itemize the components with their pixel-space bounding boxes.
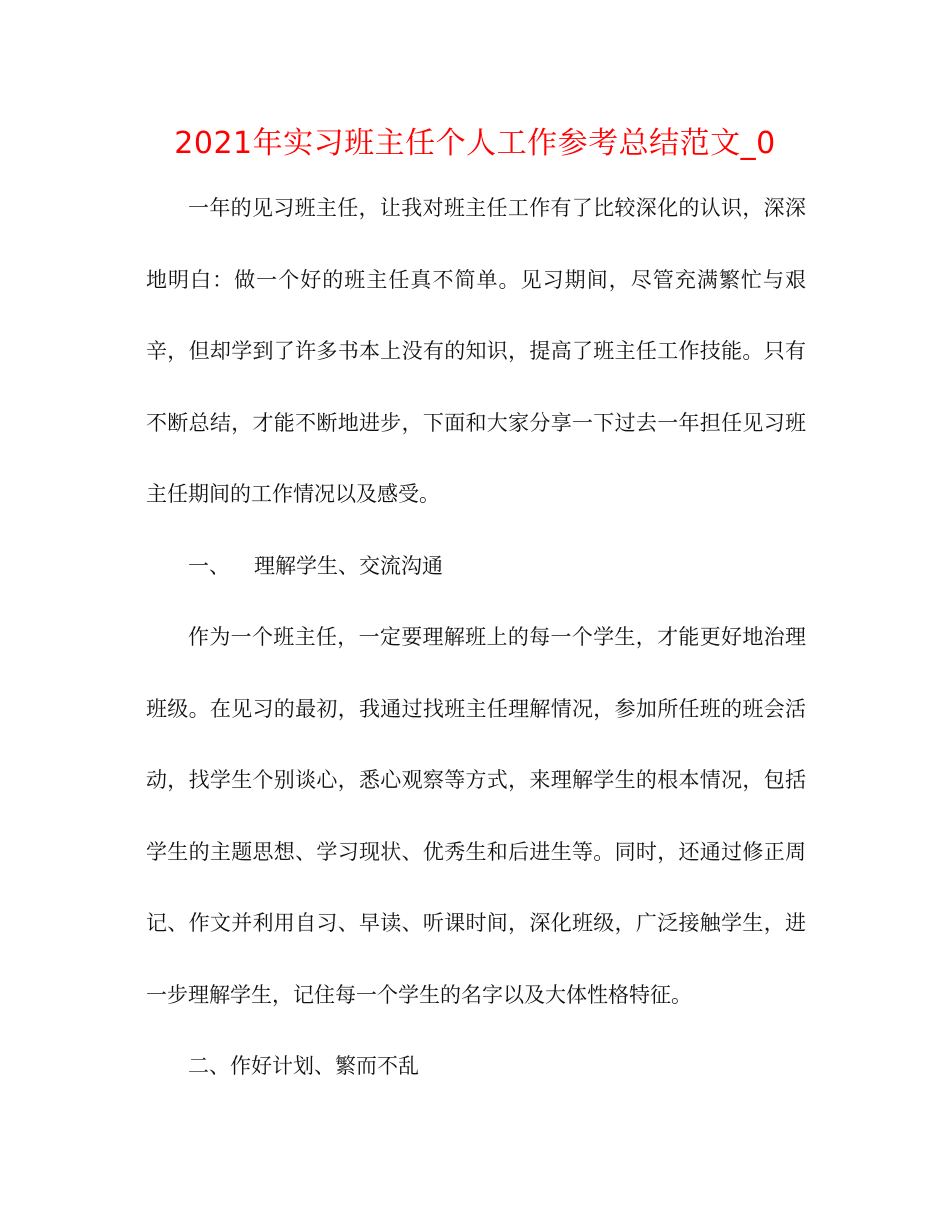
section-heading-text: 理解学生、交流沟通 [254, 553, 443, 578]
intro-paragraph: 一年的见习班主任，让我对班主任工作有了比较深化的认识，深深地明白：做一个好的班主任真不简单。见习期间，尽管充满繁忙与艰辛，但却学到了许多书本上没有的知识，提高了班主任工作技能。只有不断总结，才能不断地进步，下面和大家分享一下过去一年担任见习班主任期间的工作情况以及感受。 [146, 196, 806, 506]
section-number: 二、 [188, 1054, 230, 1078]
section-heading-2 [146, 1031, 806, 1103]
section-heading-text: 作好计划、繁而不乱 [230, 1054, 419, 1078]
document-title: 2021年实习班主任个人工作参考总结范文_0 [174, 126, 776, 161]
section-1-paragraph: 作为一个班主任，一定要理解班上的每一个学生，才能更好地治理班级。在见习的最初，我通过找班主任理解情况，参加所任班的班会活动，找学生个别谈心，悉心观察等方式，来理解学生的根本情况，包括学生的主题思想、学习现状、优秀生和后进生等。同时，还通过修正周记、作文并利用自习、早读、听课时间，深化班级，广泛接触学生，进一步理解学生，记住每一个学生的名字以及大体性格特征。 [146, 625, 806, 1007]
document-body [146, 173, 806, 1103]
section-number: 一、 [188, 553, 230, 578]
section-heading-1 [146, 531, 806, 603]
